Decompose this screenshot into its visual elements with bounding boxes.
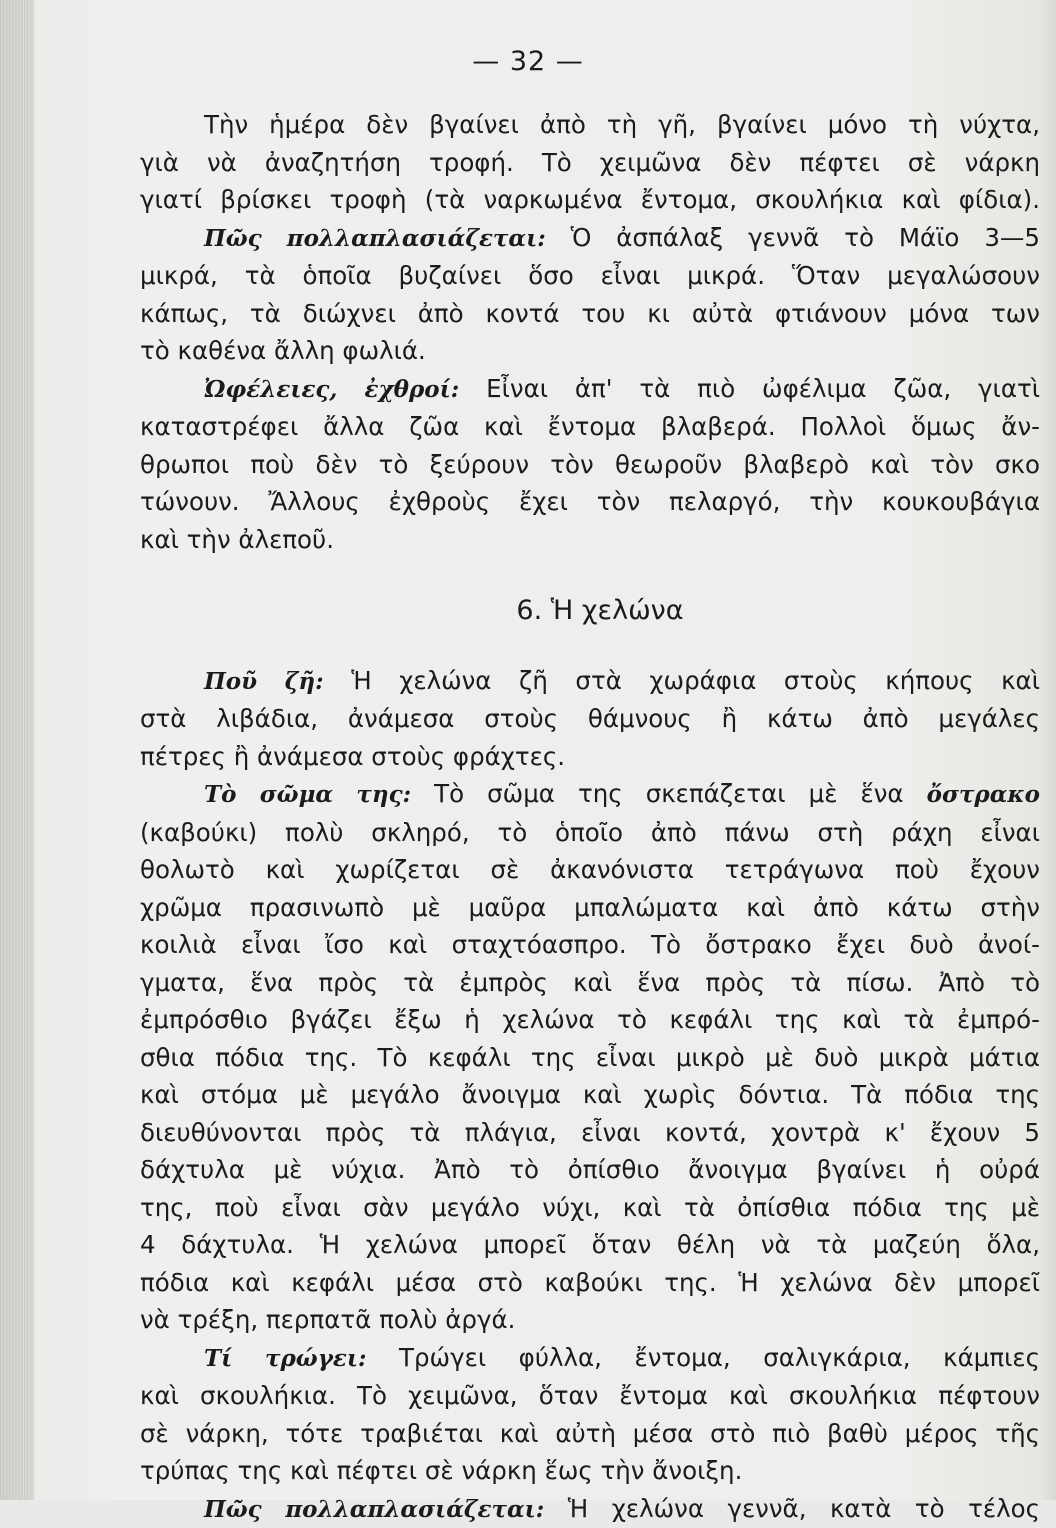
- paragraph-lead: Ἡ χελώνα ζῆ στὰ χωράφια στοὺς κήπους καὶ: [324, 666, 1040, 695]
- paragraph-line: γιὰ νὰ ἀναζητήση τροφή. Τὸ χειμῶνα δὲν πέφτει σὲ νάρκη: [140, 144, 1040, 182]
- paragraph-line: τρύπας της καὶ πέφτει σὲ νάρκη ἕως τὴν ἄνοιξη.: [140, 1452, 1040, 1490]
- subheading-reproduction: Πῶς πολλαπλασιάζεται:: [204, 225, 546, 252]
- paragraph-line: τώνουν. Ἄλλους ἐχθροὺς ἔχει τὸν πελαργό, τὴν κουκουβάγια: [140, 483, 1040, 521]
- paragraph-line: πέτρες ἢ ἀνάμεσα στοὺς φράχτες.: [140, 738, 1040, 776]
- paragraph-line: μικρά, τὰ ὁποῖα βυζαίνει ὅσο εἶναι μικρά. Ὅταν μεγαλώσουν: [140, 257, 1040, 295]
- paragraph-line: κοιλιὰ εἶναι ἴσο καὶ σταχτόασπρο. Τὸ ὄστρακο ἔχει δυὸ ἀνοί-: [140, 926, 1040, 964]
- paragraph-line: κάπως, τὰ διώχνει ἀπὸ κοντά του κι αὐτὰ φτιάνουν μόνα των: [140, 295, 1040, 333]
- paragraph-line: διευθύνονται πρὸς τὰ πλάγια, εἶναι κοντά, χοντρὰ κ' ἔχουν 5: [140, 1114, 1040, 1152]
- paragraph-lead: Τὸ σῶμα της σκεπάζεται μὲ ἕνα: [411, 779, 927, 808]
- paragraph-line: καὶ τὴν ἀλεποῦ.: [140, 521, 1040, 559]
- paragraph-lead: Τρώγει φύλλα, ἔντομα, σαλιγκάρια, κάμπιες: [366, 1343, 1040, 1372]
- section-heading-line: [140, 662, 1040, 701]
- subheading-reproduction-tortoise: Πῶς πολλαπλασιάζεται:: [204, 1496, 544, 1523]
- paragraph-line: γματα, ἕνα πρὸς τὰ ἐμπρὸς καὶ ἕνα πρὸς τὰ πίσω. Ἀπὸ τὸ: [140, 964, 1040, 1002]
- book-binding-edge: [0, 0, 34, 1500]
- section-heading-line: [140, 370, 1040, 409]
- paragraph-line: πόδια καὶ κεφάλι μέσα στὸ καβούκι της. Ἡ χελώνα δὲν μπορεῖ: [140, 1264, 1040, 1302]
- section-heading-line: [140, 219, 1040, 258]
- paragraph-line: 4 δάχτυλα. Ἡ χελώνα μπορεῖ ὅταν θέλη νὰ τὰ μαζεύη ὅλα,: [140, 1226, 1040, 1264]
- page-number: — 32 —: [0, 46, 1056, 77]
- paragraph-line: καὶ σκουλήκια. Τὸ χειμῶνα, ὅταν ἔντομα καὶ σκουλήκια πέφτουν: [140, 1377, 1040, 1415]
- paragraph-lead: Ἡ χελώνα γεννᾶ, κατὰ τὸ τέλος: [544, 1494, 1040, 1523]
- paragraph-line: της, ποὺ εἶναι σὰν μεγάλο νύχι, καὶ τὰ ὀπίσθια πόδια της μὲ: [140, 1189, 1040, 1227]
- subheading-habitat: Ποῦ ζῆ:: [204, 668, 324, 695]
- subheading-body: Τὸ σῶμα της:: [204, 781, 411, 808]
- paragraph-lead: Εἶναι ἀπ' τὰ πιὸ ὠφέλιμα ζῶα, γιατὶ: [459, 374, 1040, 403]
- paragraph-line: νὰ τρέξη, περπατᾶ πολὺ ἀργά.: [140, 1301, 1040, 1339]
- paragraph-line: Τὴν ἡμέρα δὲν βγαίνει ἀπὸ τὴ γῆ, βγαίνει μόνο τὴ νύχτα,: [140, 106, 1040, 144]
- page-text: [140, 106, 1040, 1528]
- paragraph-line: (καβούκι) πολὺ σκληρό, τὸ ὁποῖο ἀπὸ πάνω στὴ ράχη εἶναι: [140, 814, 1040, 852]
- paragraph-line: καὶ στόμα μὲ μεγάλο ἄνοιγμα καὶ χωρὶς δόντια. Τὰ πόδια της: [140, 1076, 1040, 1114]
- paragraph-line: σθια πόδια της. Τὸ κεφάλι της εἶναι μικρὸ μὲ δυὸ μικρὰ μάτια: [140, 1039, 1040, 1077]
- paragraph-line: ἐμπρόσθιο βγάζει ἔξω ἡ χελώνα τὸ κεφάλι της καὶ τὰ ἐμπρό-: [140, 1001, 1040, 1039]
- paragraph-line: στὰ λιβάδια, ἀνάμεσα στοὺς θάμνους ἢ κάτω ἀπὸ μεγάλες: [140, 700, 1040, 738]
- paragraph-line: τὸ καθένα ἄλλη φωλιά.: [140, 332, 1040, 370]
- paragraph-line: θολωτὸ καὶ χωρίζεται σὲ ἀκανόνιστα τετράγωνα ποὺ ἔχουν: [140, 851, 1040, 889]
- subheading-benefits: Ὠφέλειες, ἐχθροί:: [204, 376, 459, 403]
- paragraph-line: καταστρέφει ἄλλα ζῶα καὶ ἔντομα βλαβερά. Πολλοὶ ὅμως ἄν-: [140, 408, 1040, 446]
- section-heading-line: [140, 1339, 1040, 1378]
- section-heading-line: [140, 1490, 1040, 1528]
- section-title: 6. Ἡ χελώνα: [140, 592, 1040, 630]
- paragraph-line: χρῶμα πρασινωπὸ μὲ μαῦρα μπαλώματα καὶ ἀπὸ κάτω στὴν: [140, 889, 1040, 927]
- subheading-food: Τί τρώγει:: [204, 1345, 366, 1372]
- term-shell: ὄστρακο: [927, 781, 1040, 808]
- paragraph-line: θρωποι ποὺ δὲν τὸ ξεύρουν τὸν θεωροῦν βλαβερὸ καὶ τὸν σκο: [140, 446, 1040, 484]
- paragraph-line: σὲ νάρκη, τότε τραβιέται καὶ αὐτὴ μέσα στὸ πιὸ βαθὺ μέρος τῆς: [140, 1415, 1040, 1453]
- paragraph-line: γιατί βρίσκει τροφὴ (τὰ ναρκωμένα ἔντομα, σκουλήκια καὶ φίδια).: [140, 181, 1040, 219]
- paragraph-line: δάχτυλα μὲ νύχια. Ἀπὸ τὸ ὀπίσθιο ἄνοιγμα βγαίνει ἡ οὐρά: [140, 1151, 1040, 1189]
- section-heading-line: [140, 775, 1040, 814]
- paragraph-lead: Ὁ ἀσπάλαξ γεννᾶ τὸ Μάϊο 3—5: [546, 223, 1040, 252]
